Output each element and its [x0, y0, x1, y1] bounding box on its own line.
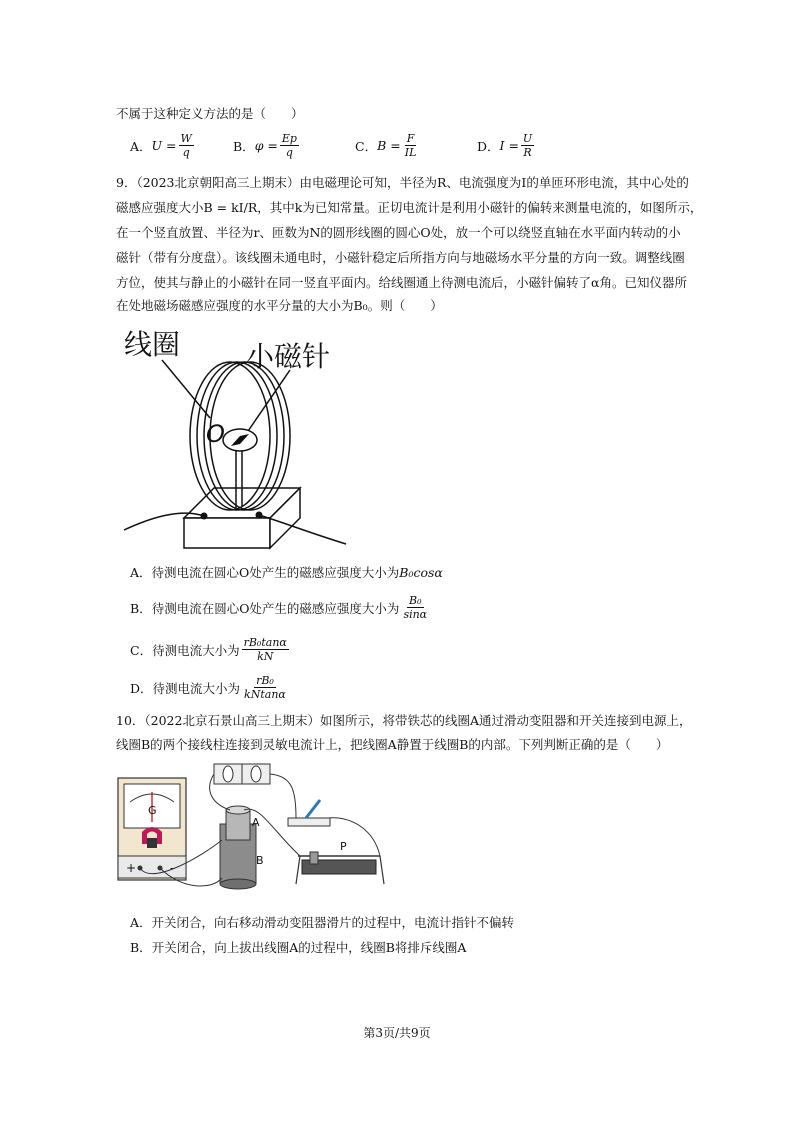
galvanometer-coil — [147, 838, 157, 848]
option-lhs: I = — [499, 138, 519, 153]
choice-text: 待测电流大小为 — [152, 642, 240, 658]
switch-base — [288, 818, 330, 826]
coil-a-label: A — [252, 816, 260, 829]
minus-terminal-label: - — [170, 861, 175, 875]
q10-choice-a — [130, 913, 514, 931]
q9-choice-b — [130, 594, 429, 621]
base-front — [184, 518, 270, 548]
induction-apparatus-figure — [112, 760, 392, 896]
q9-stem-line: 方位，使其与静止的小磁针在同一竖直平面内。给线圈通上待测电流后，小磁针偏转了α角。已知仪器所 — [116, 275, 687, 290]
coil-leader-line — [162, 360, 210, 418]
q9-choice-d — [130, 674, 288, 701]
q10-choice-b — [130, 938, 466, 956]
option-label: A． — [130, 138, 152, 154]
choice-fraction: $\frac{\text{rB₀tanα}}{kN}$ — [243, 636, 287, 663]
q9-choice-a — [130, 563, 443, 581]
page-footer: 第3页/共9页 — [363, 1026, 431, 1040]
center-label: O — [206, 420, 225, 448]
slider-label: P — [340, 840, 347, 853]
choice-text: 待测电流在圆心O处产生的磁感应强度大小为 — [151, 565, 400, 580]
plus-terminal-label: + — [126, 861, 137, 875]
q8-option-a — [130, 132, 194, 159]
choice-fraction: $\frac{\text{rB₀}}{kNtan\alpha}$ — [244, 674, 286, 701]
rheostat-slider — [310, 852, 318, 864]
q9-stem-line: 9．（2023北京朝阳高三上期末）由电磁理论可知，半径为R、电流强度为I的单匝环形电流，其中心处的 — [116, 175, 689, 190]
switch-lever — [306, 800, 320, 818]
option-fraction: $\frac{F}{IL}$ — [404, 132, 417, 159]
q9-choice-c — [130, 636, 289, 663]
q10-stem-line: 10．（2022北京石景山高三上期末）如图所示，将带铁芯的线圈A通过滑动变阻器和开关连接到电源上， — [116, 713, 692, 728]
q8-option-c — [355, 132, 418, 159]
option-fraction: $\frac{Ep}{q}$ — [281, 132, 297, 159]
q8-option-d — [477, 132, 534, 159]
q9-stem-line: 在处地磁场磁感应强度的水平分量的大小为B₀。则（ ） — [116, 298, 443, 313]
option-label: D． — [477, 138, 500, 154]
galvanometer-label: G — [148, 804, 157, 817]
choice-label: C． — [130, 642, 153, 658]
q8-option-b — [233, 132, 299, 159]
choice-text: 开关闭合，向上拔出线圈A的过程中，线圈B将排斥线圈A — [151, 940, 467, 955]
option-label: B． — [233, 138, 255, 154]
battery-cell — [251, 766, 261, 782]
battery-cell — [223, 766, 233, 782]
coil-b-bottom — [220, 879, 256, 889]
choice-expression: B₀cosα — [399, 564, 443, 580]
q8-stem-tail: 不属于这种定义方法的是（ ） — [116, 106, 304, 121]
q9-stem-line: 磁针（带有分度盘）。该线圈未通电时，小磁针稳定后所指方向与地磁场水平分量的方向一致。调整线圈 — [116, 250, 685, 265]
q9-stem-line: 磁感应强度大小B = kI/R，其中k为已知常量。正切电流计是利用小磁针的偏转来测量电流的，如图所示， — [116, 200, 703, 215]
needle-label: 小磁针 — [246, 340, 331, 373]
coil-b-label: B — [256, 854, 264, 867]
tangent-galvanometer-figure — [110, 318, 360, 554]
option-label: C． — [355, 138, 378, 154]
wire — [328, 818, 380, 856]
option-lhs: U = — [151, 138, 177, 153]
option-lhs: B = — [377, 138, 401, 153]
choice-label: A． — [130, 915, 152, 930]
choice-label: D． — [130, 680, 153, 696]
coil-label: 线圈 — [124, 328, 181, 361]
choice-label: B． — [130, 940, 152, 955]
choice-text: 待测电流在圆心O处产生的磁感应强度大小为 — [151, 600, 400, 616]
choice-text: 待测电流大小为 — [152, 680, 241, 696]
option-fraction: $\frac{W}{q}$ — [180, 132, 192, 159]
q8-options — [130, 132, 690, 164]
choice-text: 开关闭合，向右移动滑动变阻器滑片的过程中，电流计指针不偏转 — [151, 915, 515, 930]
choice-fraction: $\frac{\text{B₀}}{\sin\alpha}$ — [403, 594, 428, 621]
q10-stem-line: 线圈B的两个接线柱连接到灵敏电流计上，把线圈A静置于线圈B的内部。下列判断正确的是（ ） — [116, 737, 669, 752]
choice-label: A． — [130, 565, 152, 580]
choice-label: B． — [130, 600, 152, 616]
option-lhs: φ = — [254, 138, 278, 153]
option-fraction: $\frac{U}{R}$ — [522, 132, 533, 159]
wire — [270, 774, 296, 818]
q9-stem-line: 在一个竖直放置、半径为r、匝数为N的圆形线圈的圆心O处，放一个可以绕竖直轴在水平面内转动的小 — [116, 225, 681, 240]
